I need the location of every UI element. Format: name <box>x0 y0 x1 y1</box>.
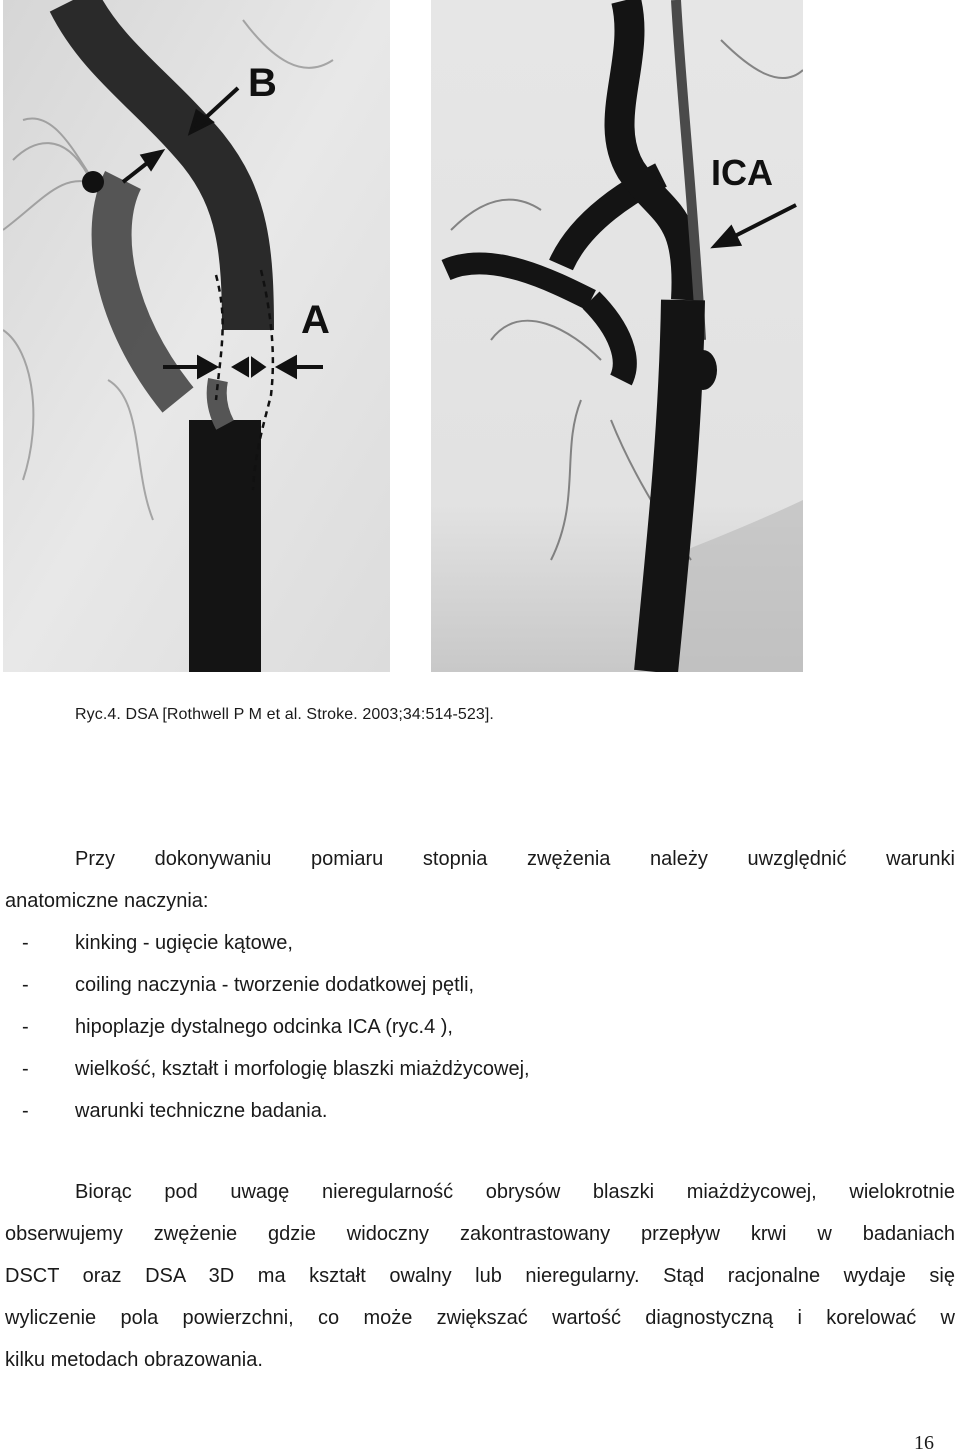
bullet-dash: - <box>22 1058 29 1080</box>
label-a: A <box>301 298 330 342</box>
bullet-dash: - <box>22 1100 29 1122</box>
bullet-text: warunki techniczne badania. <box>75 1100 328 1122</box>
angiogram-left-figure <box>3 0 390 672</box>
bullet-dash: - <box>22 974 29 996</box>
bullet-text: kinking - ugięcie kątowe, <box>75 932 293 954</box>
bullet-text: wielkość, kształt i morfologię blaszki miażdżycowej, <box>75 1058 530 1080</box>
paragraph-1 <box>5 838 955 922</box>
paragraph-2-line-2: obserwujemy zwężenie gdzie widoczny zakontrastowany przepływ krwi w badaniach <box>5 1223 955 1245</box>
bullet-item <box>22 1090 530 1132</box>
angiogram-left-image <box>3 0 390 672</box>
bullet-text: hipoplazje dystalnego odcinka ICA (ryc.4 ), <box>75 1016 453 1038</box>
paragraph-2-line-3: DSCT oraz DSA 3D ma kształt owalny lub nieregularny. Stąd racjonalne wydaje się <box>5 1265 955 1287</box>
paragraph-1-line-2: anatomiczne naczynia: <box>5 890 209 912</box>
bullet-list <box>22 922 530 1132</box>
vessel-knot <box>82 171 104 193</box>
paragraph-1-line-1: Przy dokonywaniu pomiaru stopnia zwężenia należy uwzględnić warunki <box>75 848 955 870</box>
label-ica: ICA <box>711 152 773 193</box>
bullet-item <box>22 1048 530 1090</box>
bullet-text: coiling naczynia - tworzenie dodatkowej pętli, <box>75 974 475 996</box>
label-b: B <box>248 61 277 105</box>
angiogram-right-figure <box>431 0 803 672</box>
angiogram-right-image <box>431 0 803 672</box>
paragraph-2-line-5: kilku metodach obrazowania. <box>5 1349 263 1371</box>
common-carotid-vessel <box>656 300 683 672</box>
bullet-dash: - <box>22 1016 29 1038</box>
paragraph-2-line-4: wyliczenie pola powierzchni, co może zwiększać wartość diagnostyczną i korelować w <box>5 1307 955 1329</box>
paragraph-2 <box>5 1171 955 1381</box>
bullet-item <box>22 964 530 1006</box>
bullet-dash: - <box>22 932 29 954</box>
paragraph-2-line-1: Biorąc pod uwagę nieregularność obrysów blaszki miażdżycowej, wielokrotnie <box>75 1181 955 1203</box>
bullet-item <box>22 922 530 964</box>
figure-caption: Ryc.4. DSA [Rothwell P M et al. Stroke. 2003;34:514-523]. <box>75 706 494 723</box>
bullet-item <box>22 1006 530 1048</box>
page-number: 16 <box>914 1432 934 1454</box>
